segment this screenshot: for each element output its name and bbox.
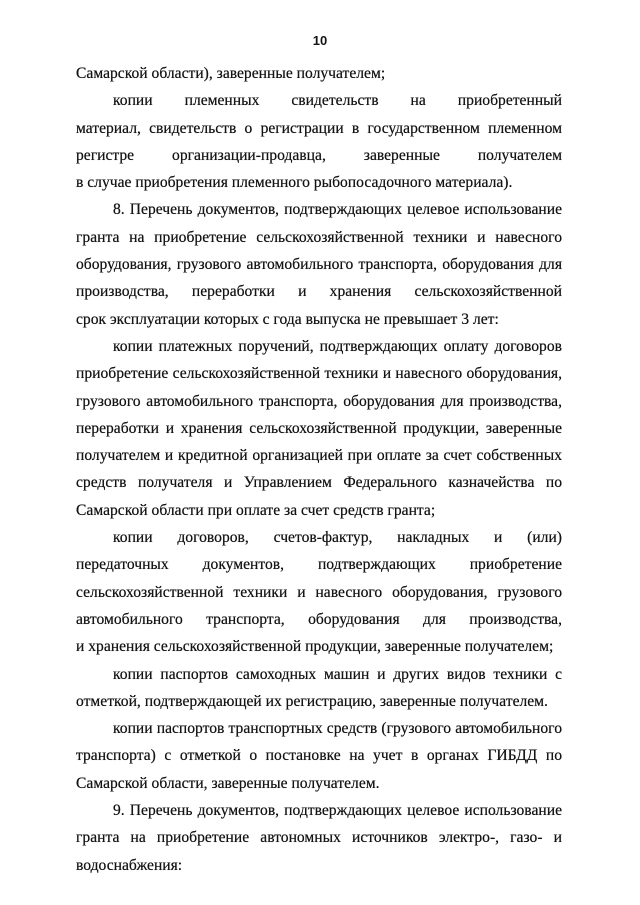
text-line: водоснабжения: bbox=[76, 856, 183, 874]
text-line: 8. Перечень документов, подтверждающих целевое использование bbox=[113, 201, 562, 219]
text-line: грузового автомобильного транспорта, оборудования для производства, bbox=[76, 392, 562, 410]
text-line: копии платежных поручений, подтверждающих оплату договоров bbox=[113, 337, 562, 355]
text-line: производства, переработки и хранения сельскохозяйственной bbox=[76, 283, 562, 301]
text-line: копии паспортов транспортных средств (грузового автомобильного bbox=[113, 720, 562, 738]
text-line: копии договоров, счетов-фактур, накладных и (или) bbox=[113, 529, 562, 547]
text-line: Самарской области, заверенные получателем. bbox=[76, 774, 380, 792]
text-line: в случае приобретения племенного рыбопосадочного материала). bbox=[76, 174, 513, 192]
text-line: оборудования, грузового автомобильного транспорта, оборудования для bbox=[76, 256, 562, 274]
page-number: 10 bbox=[312, 33, 328, 48]
text-line: переработки и хранения сельскохозяйственной продукции, заверенные bbox=[76, 419, 562, 437]
text-line: Самарской области при оплате за счет средств гранта; bbox=[76, 501, 436, 519]
text-line: отметкой, подтверждающей их регистрацию, заверенные получателем. bbox=[76, 692, 548, 710]
text-line: транспорта) с отметкой о постановке на учет в органах ГИБДД по bbox=[76, 747, 562, 765]
text-line: копии племенных свидетельств на приобретенный bbox=[113, 92, 562, 110]
text-line: регистре организации-продавца, заверенные получателем bbox=[76, 146, 562, 164]
text-line: срок эксплуатации которых с года выпуска не превышает 3 лет: bbox=[76, 310, 499, 328]
text-line: средств получателя и Управлением Федерального казначейства по bbox=[76, 474, 562, 492]
text-line: материал, свидетельств о регистрации в государственном племенном bbox=[76, 119, 562, 137]
text-line: передаточных документов, подтверждающих приобретение bbox=[76, 556, 562, 574]
text-line: сельскохозяйственной техники и навесного оборудования, грузового bbox=[76, 583, 562, 601]
text-line: автомобильного транспорта, оборудования для производства, bbox=[76, 610, 562, 628]
text-line: приобретение сельскохозяйственной техники и навесного оборудования, bbox=[76, 365, 562, 383]
text-line: 9. Перечень документов, подтверждающих целевое использование bbox=[113, 802, 562, 820]
text-line: копии паспортов самоходных машин и других видов техники с bbox=[113, 665, 562, 683]
text-line: гранта на приобретение сельскохозяйственной техники и навесного bbox=[76, 228, 562, 246]
text-line: получателем и кредитной организацией при оплате за счет собственных bbox=[76, 447, 562, 465]
text-line: Самарской области), заверенные получателем; bbox=[76, 65, 386, 82]
text-line: гранта на приобретение автономных источников электро-, газо- и bbox=[76, 829, 562, 847]
document-body bbox=[76, 60, 562, 879]
text-line: и хранения сельскохозяйственной продукции, заверенные получателем; bbox=[76, 638, 554, 656]
